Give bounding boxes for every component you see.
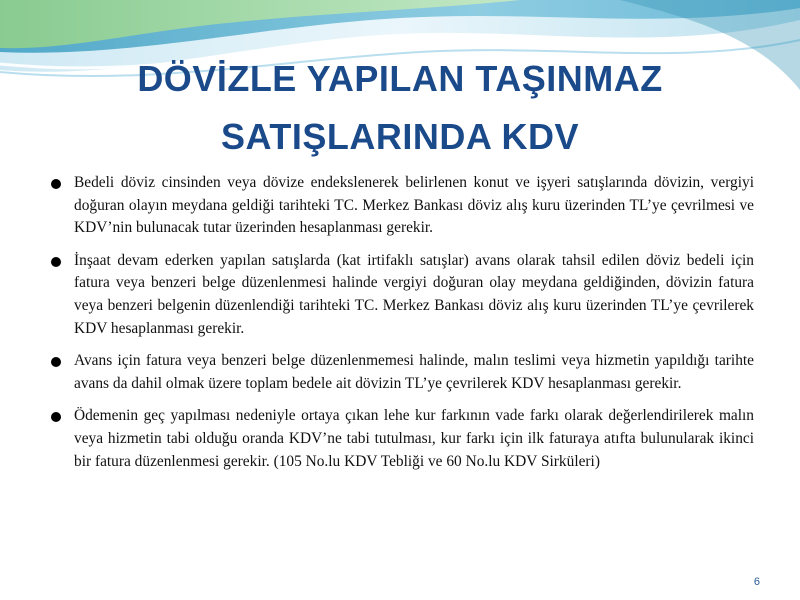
- title-line-2: SATIŞLARINDA KDV: [221, 116, 579, 157]
- bullet-item-3: [50, 350, 754, 395]
- slide-title: [40, 50, 760, 166]
- bullet-text-4: Ödemenin geç yapılması nedeniyle ortaya çıkan lehe kur farkının vade farkı olarak değerlendirilerek malın veya hizmetin tabi olduğu oranda KDV’ne tabi tutulması, kur farkı için ilk faturaya atıfta bulunularak ikinci bir fatura düzenlenmesi gerekir. (105 No.lu KDV Tebliği ve 60 No.lu KDV Sirküleri): [74, 407, 754, 470]
- bullet-dot-icon: [51, 357, 61, 367]
- bullet-text-1: Bedeli döviz cinsinden veya dövize endekslenerek belirlenen konut ve işyeri satışlarında dövizin, vergiyi doğuran olayın meydana geldiği tarihteki TC. Merkez Bankası döviz alış kuru üzerinden TL’ye çevrilmesi ve KDV’nin bulunacak tutar üzerinden hesaplanması gerekir.: [74, 174, 754, 237]
- bullet-dot-icon: [51, 412, 61, 422]
- bullet-dot-icon: [51, 179, 61, 189]
- page-number: 6: [753, 576, 760, 588]
- bullet-list: [50, 172, 754, 483]
- bullet-item-2: [50, 250, 754, 340]
- title-line-1: DÖVİZLE YAPILAN TAŞINMAZ: [137, 58, 663, 99]
- bullet-item-1: [50, 172, 754, 240]
- bullet-item-4: [50, 405, 754, 473]
- bullet-dot-icon: [51, 257, 61, 267]
- bullet-text-2: İnşaat devam ederken yapılan satışlarda (kat irtifaklı satışlar) avans olarak tahsil edilen döviz bedeli için fatura veya benzeri belge düzenlenmesi halinde vergiyi doğuran olay meydana geldiğinden, dövizin fatura veya benzeri belgenin düzenlendiği tarihteki TC. Merkez Bankası döviz alış kuru üzerinden TL’ye çevrilerek KDV hesaplanması gerekir.: [74, 251, 754, 337]
- bullet-text-3: Avans için fatura veya benzeri belge düzenlenmemesi halinde, malın teslimi veya hizmetin yapıldığı tarihte avans da dahil olmak üzere toplam bedele ait dövizin TL’ye çevrilerek KDV hesaplanması gerekir.: [74, 352, 754, 392]
